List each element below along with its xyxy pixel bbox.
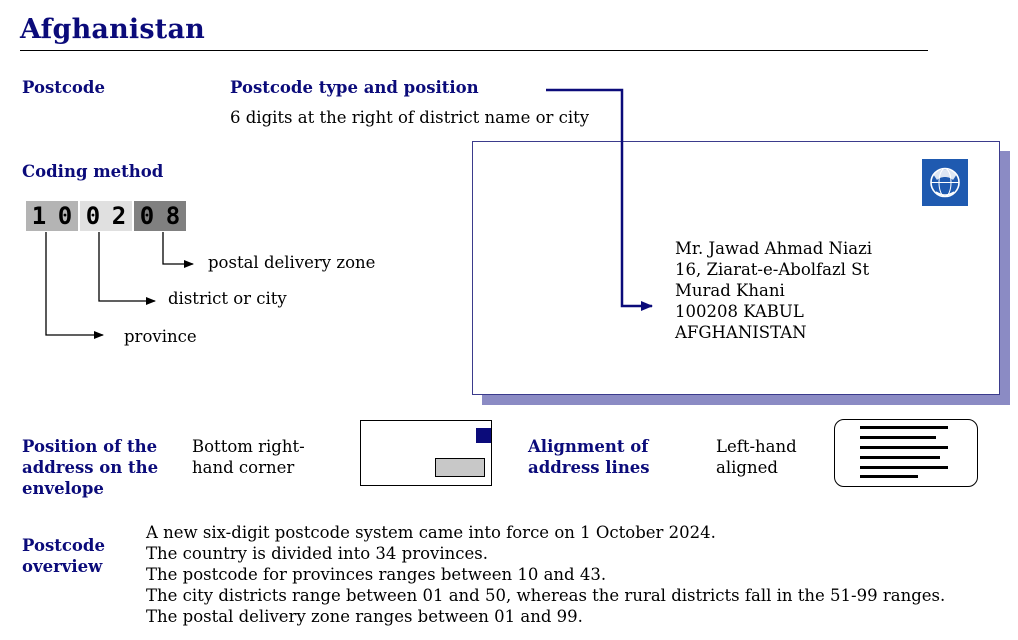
postcode-position-arrow <box>546 90 652 306</box>
code-digit: 1 <box>26 201 52 231</box>
position-stamp-icon <box>476 428 491 443</box>
code-digit: 0 <box>52 201 78 231</box>
overview-line: The postal delivery zone ranges between 01 and 99. <box>146 607 583 626</box>
code-digit: 8 <box>160 201 186 231</box>
postcode-type-text: 6 digits at the right of district name or city <box>230 108 590 127</box>
position-address-icon <box>435 458 485 477</box>
page-title: Afghanistan <box>20 14 205 45</box>
address-line: 100208 KABUL <box>675 302 804 321</box>
overview-line: The postcode for provinces ranges between 10 and 43. <box>146 565 607 584</box>
overview-line: The country is divided into 34 provinces. <box>146 544 488 563</box>
overview-line: The city districts range between 01 and 50, whereas the rural districts fall in the 51-99 ranges. <box>146 586 946 605</box>
alignment-label: Alignment of address lines <box>528 437 650 477</box>
zone-label: postal delivery zone <box>208 253 376 272</box>
address-line: Mr. Jawad Ahmad Niazi <box>675 239 873 258</box>
overview-text <box>146 522 945 627</box>
postcode-label: Postcode <box>22 78 105 97</box>
address-line: AFGHANISTAN <box>675 323 807 342</box>
coding-method-label: Coding method <box>22 162 164 181</box>
position-value: Bottom right- hand corner <box>192 437 305 477</box>
address-line: Murad Khani <box>675 281 785 300</box>
code-digit: 2 <box>106 201 132 231</box>
overview-label: Postcode overview <box>22 536 105 576</box>
position-label: Position of the address on the envelope <box>22 437 159 498</box>
code-digit: 0 <box>80 201 106 231</box>
code-digit: 0 <box>134 201 160 231</box>
alignment-lines-icon <box>834 419 978 487</box>
overview-line: A new six-digit postcode system came into force on 1 October 2024. <box>146 523 716 542</box>
alignment-value: Left-hand aligned <box>716 437 797 477</box>
address-line: 16, Ziarat-e-Abolfazl St <box>675 260 870 279</box>
district-label: district or city <box>168 289 287 308</box>
postcode-type-label: Postcode type and position <box>230 78 479 97</box>
province-label: province <box>124 327 197 346</box>
